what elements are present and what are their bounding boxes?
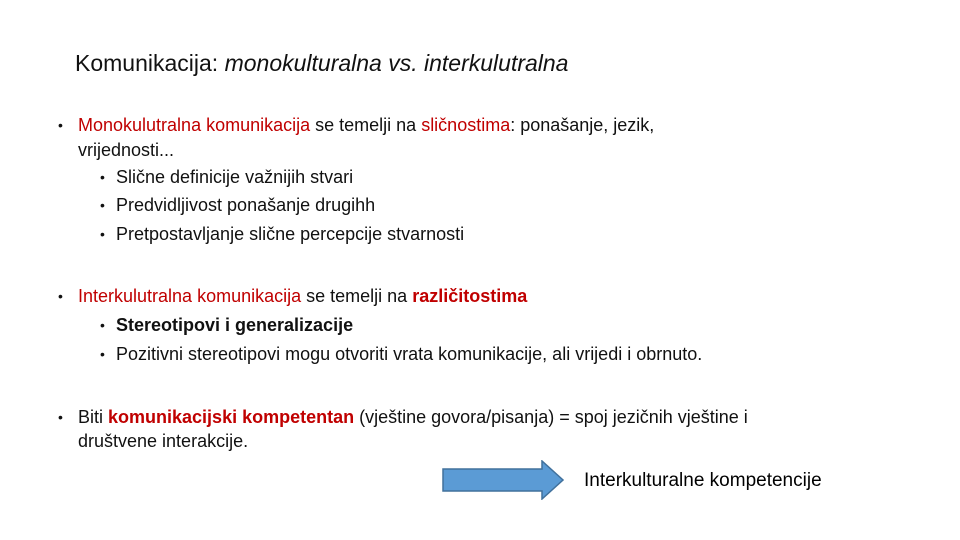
- keyword-razlicitostima: različitostima: [412, 286, 528, 306]
- bullet-text: se temelji na: [301, 286, 413, 306]
- sub-bullet-marker: •: [100, 226, 105, 242]
- right-arrow-icon: [442, 460, 564, 500]
- bullet-marker: •: [58, 117, 63, 133]
- bullet-text: se temelji na: [310, 115, 422, 135]
- bullet-continuation: društvene interakcije.: [78, 431, 249, 451]
- keyword-kompetentan: komunikacijski kompetentan: [108, 407, 355, 427]
- bullet-marker: •: [58, 288, 63, 304]
- sub-bullet-item: Slične definicije važnijih stvari: [116, 167, 354, 187]
- slide-title: [75, 47, 568, 79]
- bullet-text: Biti: [78, 407, 109, 427]
- bullet-text: (vještine govora/pisanja) = spoj jezičnih vještine i: [354, 407, 748, 427]
- sub-bullet-marker: •: [100, 169, 105, 185]
- sub-bullet-item: Predvidljivost ponašanje drugihh: [116, 195, 376, 215]
- bullet-kompetentan: [78, 406, 748, 428]
- bullet-text: : ponašanje, jezik,: [510, 115, 655, 135]
- slide-title-lead: Komunikacija:: [75, 50, 225, 76]
- sub-bullet-marker: •: [100, 197, 105, 213]
- slide-title-emphasis: monokulturalna vs. interkulutralna: [224, 50, 569, 76]
- bullet-monokulturalna: [78, 114, 654, 136]
- term-interkulturalna: Interkulutralna komunikacija: [78, 286, 302, 306]
- conclusion-text: Interkulturalne kompetencije: [584, 470, 822, 491]
- bullet-marker: •: [58, 409, 63, 425]
- keyword-slicnostima: sličnostima: [421, 115, 511, 135]
- sub-bullet-item: Pretpostavljanje slične percepcije stvarnosti: [116, 224, 465, 244]
- sub-bullet-marker: •: [100, 317, 105, 333]
- sub-bullet-item: Stereotipovi i generalizacije: [116, 315, 354, 335]
- sub-bullet-item: Pozitivni stereotipovi mogu otvoriti vrata komunikacije, ali vrijedi i obrnuto.: [116, 344, 703, 364]
- sub-bullet-marker: •: [100, 346, 105, 362]
- bullet-continuation: vrijednosti...: [78, 140, 175, 160]
- bullet-interkulturalna: [78, 285, 527, 307]
- term-monokulturalna: Monokulutralna komunikacija: [78, 115, 311, 135]
